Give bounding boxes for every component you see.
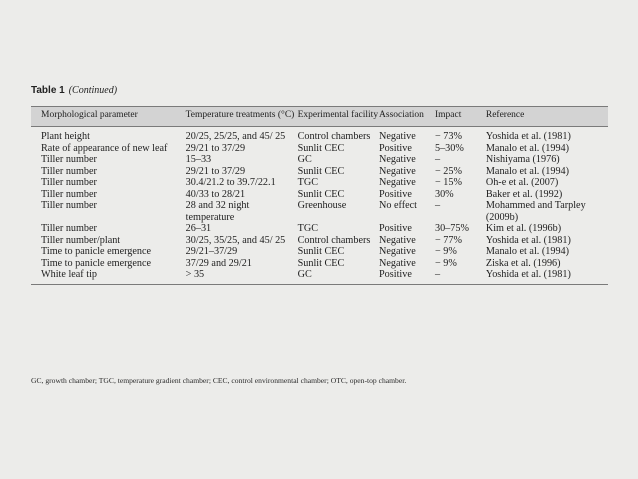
table-container — [31, 106, 608, 285]
facility-cell: Greenhouse — [297, 200, 347, 211]
facility-cell: TGC — [297, 223, 318, 234]
temperature-cell: 26–31 — [185, 223, 212, 234]
table-title — [31, 85, 117, 96]
table-row — [31, 166, 608, 178]
parameter-cell: Tiller number — [41, 165, 97, 177]
impact-cell: 30% — [434, 188, 454, 200]
association-cell: Positive — [379, 223, 412, 234]
temperature-cell: 29/21 to 37/29 — [185, 165, 246, 177]
table-row — [31, 154, 608, 166]
temperature-cell: 15–33 — [185, 154, 212, 165]
header-reference: Reference — [486, 107, 608, 127]
association-cell: Positive — [379, 269, 435, 284]
reference-cell: Mohammed and Tarpley (2009b) — [485, 200, 586, 223]
reference-cell: Yoshida et al. (1981) — [486, 269, 608, 284]
impact-cell: − 25% — [434, 165, 462, 177]
reference-cell: Baker et al. (1992) — [485, 188, 563, 200]
impact-cell: − 73% — [434, 131, 462, 142]
reference-cell: Manalo et al. (1994) — [485, 165, 570, 177]
reference-cell: Ziska et al. (1996) — [485, 257, 561, 269]
parameter-cell: Rate of appearance of new leaf — [41, 142, 168, 154]
table-row — [31, 177, 608, 189]
reference-cell: Manalo et al. (1994) — [485, 142, 570, 154]
reference-cell: Yoshida et al. (1981) — [485, 234, 571, 246]
parameter-cell: Tiller number — [41, 154, 97, 165]
impact-cell: 30–75% — [434, 223, 469, 234]
table-row — [31, 127, 608, 143]
association-cell: Negative — [379, 177, 416, 188]
impact-cell: − 9% — [434, 257, 457, 269]
reference-cell: Nishiyama (1976) — [485, 154, 560, 165]
parameter-cell: Tiller number — [41, 223, 97, 234]
table-row — [31, 189, 608, 201]
association-cell: Positive — [379, 188, 412, 200]
table-label: Table 1 — [31, 85, 65, 96]
reference-cell: Kim et al. (1996b) — [485, 223, 562, 234]
parameter-cell: Tiller number — [41, 188, 97, 200]
temperature-cell: 30.4/21.2 to 39.7/22.1 — [185, 177, 276, 188]
table-header-row — [31, 107, 608, 127]
impact-cell: – — [435, 269, 486, 284]
parameter-cell: Tiller number — [41, 177, 97, 188]
association-cell: No effect — [379, 200, 418, 211]
association-cell: Negative — [379, 165, 416, 177]
impact-cell: – — [434, 200, 441, 211]
parameter-cell: Time to panicle emergence — [41, 246, 152, 257]
association-cell: Negative — [379, 234, 416, 246]
facility-cell: Sunlit CEC — [297, 188, 345, 200]
facility-cell: Sunlit CEC — [297, 165, 345, 177]
facility-cell: Control chambers — [297, 131, 371, 142]
header-experimental-facility: Experimental facility — [298, 107, 379, 127]
association-cell: Positive — [379, 142, 412, 154]
table-row — [31, 223, 608, 235]
impact-cell: − 77% — [434, 234, 462, 246]
table-row — [31, 258, 608, 270]
facility-cell: GC — [297, 154, 312, 165]
temperature-cell: 29/21–37/29 — [185, 246, 238, 257]
table-footnote: GC, growth chamber; TGC, temperature gradient chamber; CEC, control environmental chamber; OTC, open-top chamber. — [31, 376, 407, 385]
parameter-cell: Plant height — [41, 131, 90, 142]
parameter-cell: Tiller number — [41, 200, 97, 211]
association-cell: Negative — [379, 131, 416, 142]
association-cell: Negative — [379, 154, 416, 165]
facility-cell: Control chambers — [297, 234, 371, 246]
header-temperature-treatments: Temperature treatments (°C) — [186, 107, 298, 127]
temperature-cell: 28 and 32 night temperature — [185, 200, 250, 223]
data-table — [31, 106, 608, 285]
impact-cell: 5–30% — [434, 142, 464, 154]
temperature-cell: 29/21 to 37/29 — [185, 142, 246, 154]
table-row — [31, 246, 608, 258]
table-row — [31, 143, 608, 155]
facility-cell: Sunlit CEC — [297, 246, 345, 257]
reference-cell: Manalo et al. (1994) — [485, 246, 570, 257]
facility-cell: Sunlit CEC — [297, 257, 345, 269]
facility-cell: Sunlit CEC — [297, 142, 345, 154]
header-association: Association — [379, 107, 435, 127]
table-row — [31, 269, 608, 284]
temperature-cell: 40/33 to 28/21 — [185, 188, 246, 200]
reference-cell: Yoshida et al. (1981) — [485, 131, 571, 142]
parameter-cell: Tiller number/plant — [41, 234, 121, 246]
parameter-cell: White leaf tip — [31, 269, 186, 284]
header-morphological-parameter: Morphological parameter — [31, 107, 186, 127]
association-cell: Negative — [379, 246, 416, 257]
table-caption: (Continued) — [68, 85, 118, 96]
table-row — [31, 235, 608, 247]
impact-cell: – — [434, 154, 441, 165]
table-body — [31, 127, 608, 285]
facility-cell: GC — [298, 269, 379, 284]
reference-cell: Oh-e et al. (2007) — [485, 177, 559, 188]
temperature-cell: > 35 — [186, 269, 298, 284]
association-cell: Negative — [379, 257, 416, 269]
temperature-cell: 30/25, 35/25, and 45/ 25 — [185, 234, 286, 246]
facility-cell: TGC — [297, 177, 318, 188]
header-impact: Impact — [435, 107, 486, 127]
parameter-cell: Time to panicle emergence — [41, 257, 152, 269]
temperature-cell: 20/25, 25/25, and 45/ 25 — [185, 131, 286, 142]
impact-cell: − 15% — [434, 177, 462, 188]
temperature-cell: 37/29 and 29/21 — [185, 257, 252, 269]
table-row — [31, 200, 608, 223]
impact-cell: − 9% — [434, 246, 457, 257]
